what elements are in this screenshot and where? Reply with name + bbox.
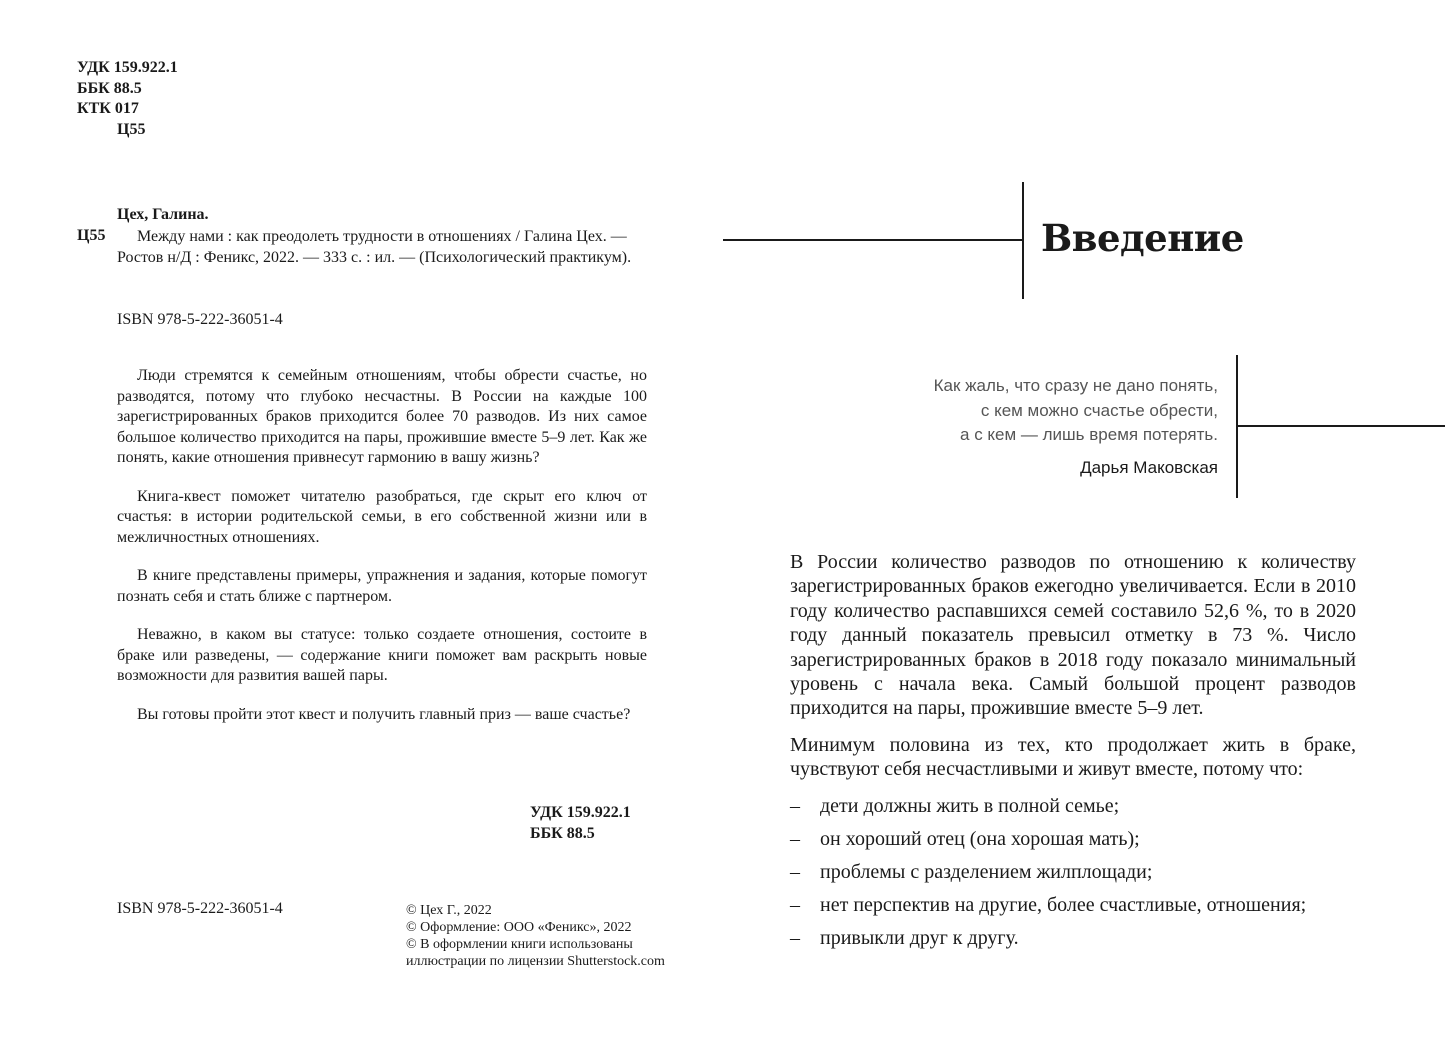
dash-bullet: – (790, 795, 800, 817)
epigraph-line: а с кем — лишь время потерять. (960, 425, 1218, 444)
list-item-text: проблемы с разделением жилплощади; (820, 860, 1153, 883)
list-item (790, 926, 1356, 950)
classification-codes-bottom (530, 803, 631, 844)
annotation-paragraph: Книга-квест поможет читателю разобраться, где скрыт его ключ от счастья: в истории родительской семьи, в его собственной жизни или в межличностных отношениях. (117, 487, 647, 546)
copyright-block (406, 902, 665, 970)
udk-code: УДК 159.922.1 (77, 59, 178, 76)
author-line: Цех, Галина. (117, 206, 209, 223)
bbk-code: ББК 88.5 (530, 824, 595, 842)
list-item (790, 860, 1356, 884)
copyright-line: © Цех Г., 2022 (406, 903, 492, 918)
isbn-bottom: ISBN 978-5-222-36051-4 (117, 900, 283, 917)
annotation-paragraph: В книге представлены примеры, упражнения и задания, которые помогут познать себя и стать ближе с партнером. (117, 567, 647, 605)
heading-rule-vertical (1022, 182, 1024, 299)
list-item (790, 827, 1356, 851)
epigraph (934, 374, 1218, 480)
list-item-text: нет перспектив на другие, более счастливые, отношения; (820, 893, 1307, 916)
biblio-text: Между нами : как преодолеть трудности в отношениях / Галина Цех. — Ростов н/Д : Феникс, 2022. — 333 с. : ил. — (Психологический практикум). (117, 228, 632, 266)
bbk-code: ББК 88.5 (77, 79, 142, 97)
list-item-text: дети должны жить в полной семье; (820, 795, 1120, 817)
ktk-code: КТК 017 (77, 100, 139, 117)
list-item-text: он хороший отец (она хорошая мать); (820, 827, 1140, 850)
dash-bullet: – (790, 827, 800, 850)
annotation (117, 366, 647, 743)
annotation-paragraph: Вы готовы пройти этот квест и получить главный приз — ваше счастье? (137, 705, 631, 723)
epigraph-author: Дарья Маковская (1080, 457, 1218, 477)
list-item-text: привыкли друг к другу. (820, 926, 1019, 949)
bibliographic-record (117, 227, 657, 268)
copyright-line: иллюстрации по лицензии Shutterstock.com (406, 954, 665, 969)
epigraph-line: Как жаль, что сразу не дано понять, (933, 376, 1218, 395)
body-paragraph: В России количество разводов по отношению к количеству зарегистрированных браков ежегодно увеличивается. Если в 2010 году количество распавшихся семей составило 52,6 %, то в 2020 году данный показатель превысил отметку в 73 %. Число зарегистрированных браков в 2018 году показало минимальный уровень с начала века. Самый большой процент разводов приходится на пары, прожившие вместе 5–9 лет. (790, 551, 1356, 720)
epigraph-line: с кем можно счастье обрести, (980, 400, 1218, 420)
copyright-line: © Оформление: ООО «Феникс», 2022 (406, 920, 632, 935)
author-code: Ц55 (77, 227, 106, 244)
chapter-heading: Введение (1041, 216, 1244, 260)
copyright-line: © В оформлении книги использованы (406, 937, 633, 952)
list-item (790, 794, 1356, 818)
classification-codes (77, 58, 178, 140)
annotation-paragraph: Люди стремятся к семейным отношениям, чтобы обрести счастье, но разводятся, потому что глубоко несчастны. В России на каждые 100 зарегистрированных браков приходится более 70 разводов. Из них самое большое количество приходится на пары, прожившие вместе 5–9 лет. Как же понять, какие отношения привнесут гармонию в вашу жизнь? (117, 367, 647, 466)
dash-bullet: – (790, 926, 800, 949)
dash-bullet: – (790, 893, 800, 916)
udk-code: УДК 159.922.1 (530, 804, 631, 821)
reasons-list (790, 794, 1356, 959)
annotation-paragraph: Неважно, в каком вы статусе: только создаете отношения, состоите в браке или разведены, — содержание книги поможет вам раскрыть новые возможности для развития вашей пары. (117, 626, 647, 684)
author-mark: Ц55 (117, 120, 146, 138)
chapter-body (790, 550, 1356, 794)
heading-rule-horizontal (723, 239, 1023, 241)
epigraph-rule-horizontal (1237, 425, 1445, 427)
list-item (790, 893, 1356, 917)
dash-bullet: – (790, 860, 800, 883)
isbn: ISBN 978-5-222-36051-4 (117, 311, 283, 328)
body-paragraph: Минимум половина из тех, кто продолжает жить в браке, чувствуют себя несчастливыми и живут вместе, потому что: (790, 733, 1356, 781)
